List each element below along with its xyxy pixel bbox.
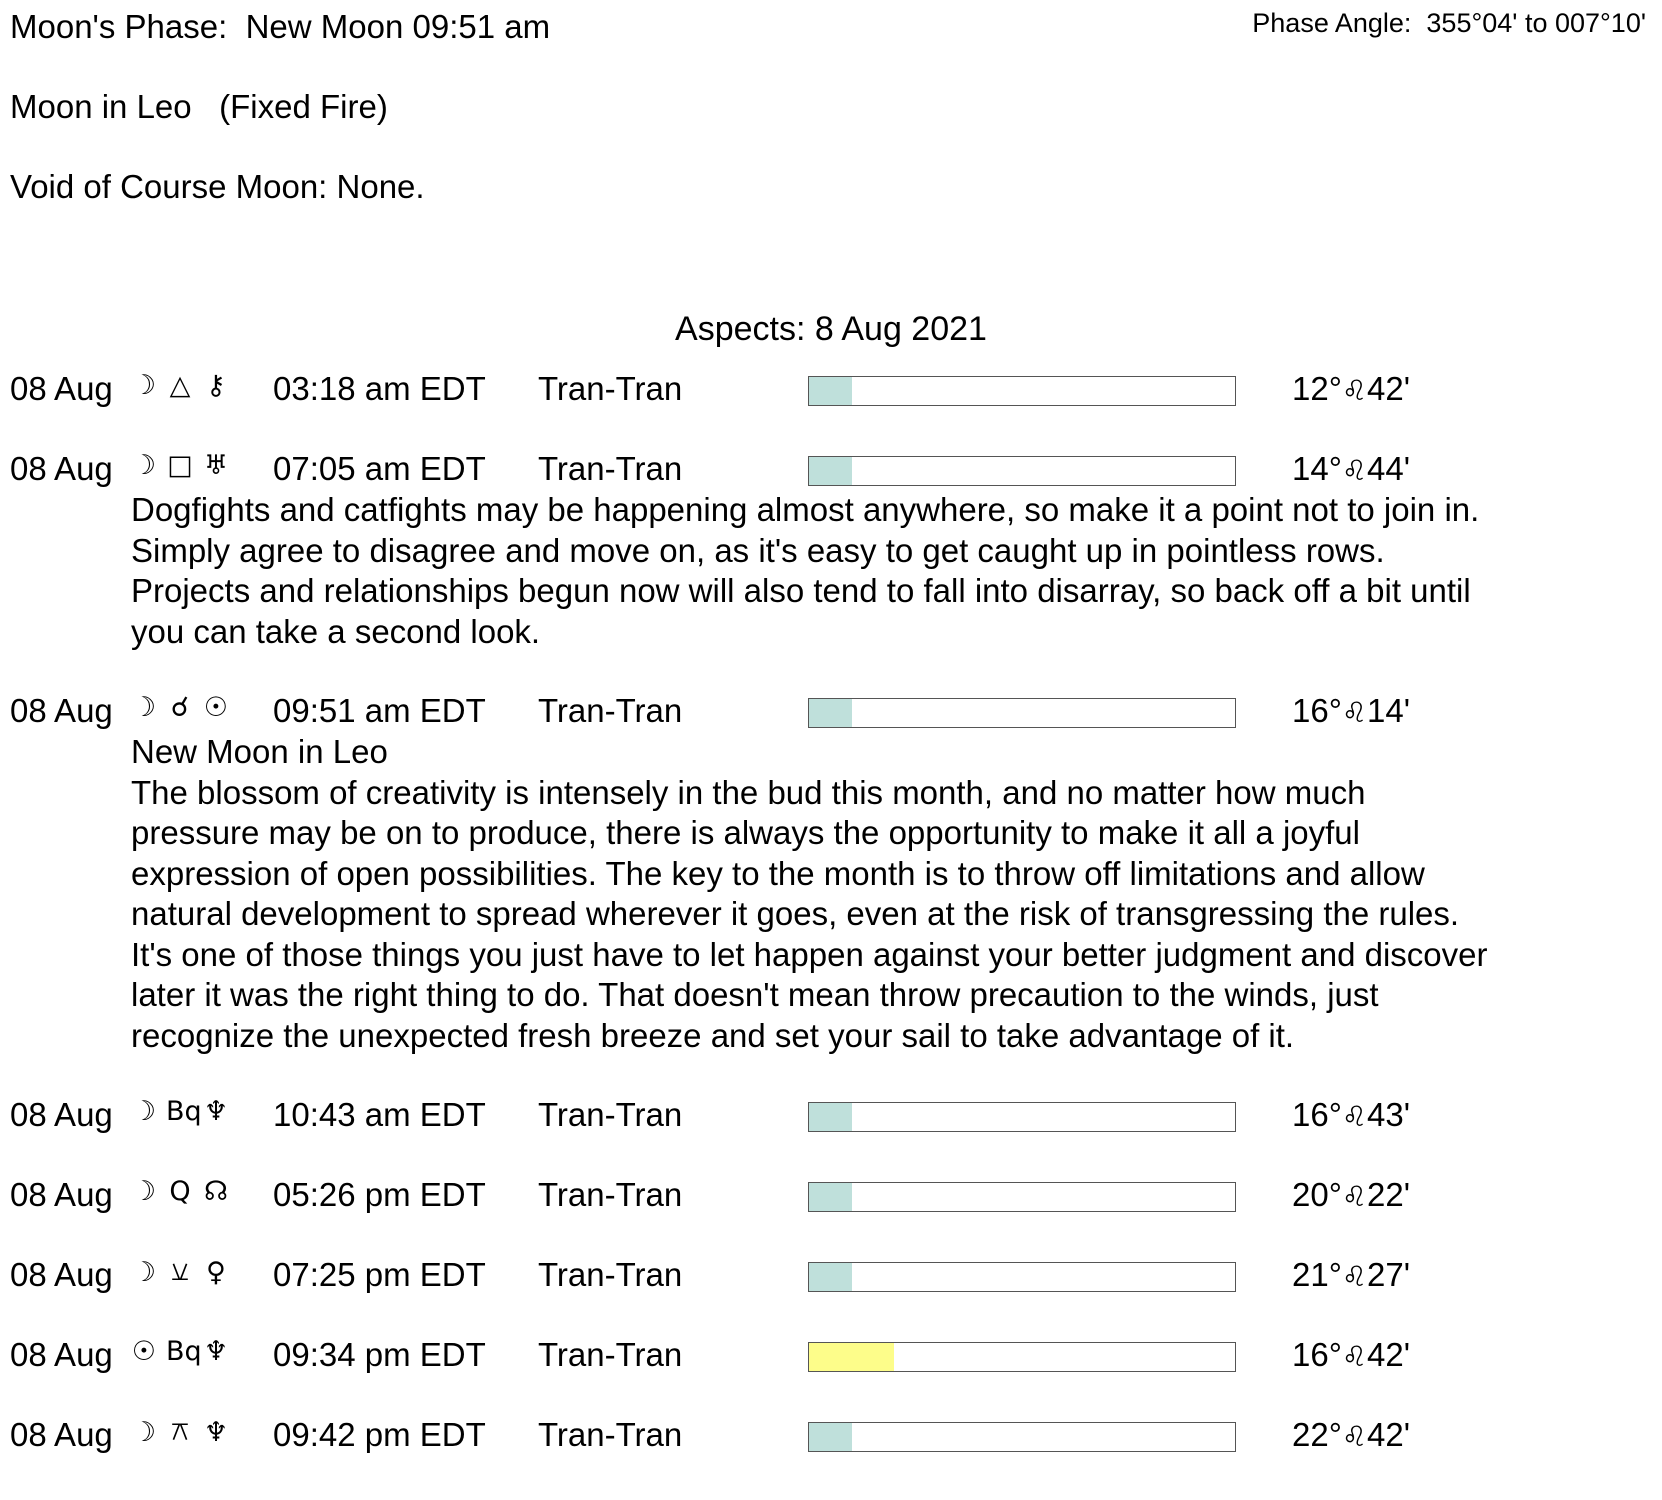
moon-phase: Moon's Phase: New Moon 09:51 am <box>10 8 551 45</box>
interpretation-line: you can take a second look. <box>131 612 541 650</box>
aspect-minute: 22' <box>1367 1176 1411 1213</box>
moon-icon: ☽ <box>131 450 157 481</box>
aspect-strength-bar <box>808 1422 1236 1452</box>
aspect-position <box>1292 370 1410 408</box>
aspect-item <box>0 370 1662 410</box>
semisextile-icon: ⚺ <box>171 1256 189 1287</box>
aspect-strength-bar <box>808 1102 1236 1132</box>
interpretation-line: Projects and relationships begun now will also tend to fall into disarray, so back off a bit until <box>131 572 1471 609</box>
aspect-date: 08 Aug <box>10 370 113 407</box>
aspect-degree: 12° <box>1292 370 1342 407</box>
aspect-item <box>0 1176 1662 1216</box>
aspect-type: Tran-Tran <box>538 450 683 487</box>
aspect-position <box>1292 1336 1410 1374</box>
aspect-degree: 21° <box>1292 1256 1342 1293</box>
aspect-time: 10:43 am EDT <box>273 1096 486 1133</box>
aspect-type: Tran-Tran <box>538 1336 683 1373</box>
aspect-date: 08 Aug <box>10 1256 113 1293</box>
aspect-minute: 14' <box>1367 692 1411 729</box>
aspect-row <box>0 1416 1662 1456</box>
aspect-date: 08 Aug <box>10 1096 113 1133</box>
aspect-row <box>0 450 1662 490</box>
neptune-icon: ♆ <box>203 1336 229 1367</box>
aspect-glyphs <box>130 450 258 481</box>
moon-icon: ☽ <box>131 1256 157 1288</box>
quincunx-icon: ⚻ <box>171 1416 189 1447</box>
aspect-row <box>0 370 1662 410</box>
aspect-glyphs <box>130 1096 258 1127</box>
aspect-position <box>1292 692 1410 730</box>
interpretation-line: expression of open possibilities. The key to the month is to throw off limitations and allow <box>131 854 1425 892</box>
aspect-type: Tran-Tran <box>538 1176 683 1213</box>
aspect-item <box>0 1096 1662 1136</box>
aspect-degree: 16° <box>1292 692 1342 729</box>
aspect-date: 08 Aug <box>10 1416 113 1453</box>
aspect-glyphs <box>130 1416 258 1448</box>
aspect-minute: 43' <box>1367 1096 1411 1133</box>
aspect-strength-bar <box>808 698 1236 728</box>
aspect-strength-fill <box>809 377 852 405</box>
trine-icon: △ <box>169 370 191 401</box>
aspects-title: Aspects: 8 Aug 2021 <box>675 310 987 348</box>
aspect-date: 08 Aug <box>10 692 113 729</box>
aspect-strength-fill <box>809 1103 852 1131</box>
aspect-strength-fill <box>809 457 852 485</box>
aspect-strength-bar <box>808 456 1236 486</box>
aspect-time: 03:18 am EDT <box>273 370 486 407</box>
leo-icon: ♌ <box>1341 1420 1368 1453</box>
interpretation-line: Simply agree to disagree and move on, as it's easy to get caught up in pointless rows. <box>131 531 1385 569</box>
north-node-icon: ☊ <box>204 1176 228 1207</box>
aspect-time: 09:51 am EDT <box>273 692 486 729</box>
interpretation-line: Dogfights and catfights may be happening almost anywhere, so make it a point not to join in. <box>131 491 1480 528</box>
aspect-row <box>0 692 1662 732</box>
aspect-date: 08 Aug <box>10 1336 113 1373</box>
aspect-time: 07:05 am EDT <box>273 450 486 487</box>
leo-icon: ♌ <box>1341 1340 1368 1373</box>
aspect-time: 09:42 pm EDT <box>273 1416 486 1453</box>
sun-icon: ☉ <box>131 1336 157 1367</box>
aspect-glyphs <box>130 1256 258 1288</box>
aspect-position <box>1292 1176 1410 1214</box>
aspect-glyphs <box>130 1336 258 1367</box>
interpretation-line: recognize the unexpected fresh breeze and set your sail to take advantage of it. <box>131 1016 1295 1054</box>
aspect-degree: 20° <box>1292 1176 1342 1213</box>
aspect-item <box>0 1256 1662 1296</box>
leo-icon: ♌ <box>1341 1180 1368 1213</box>
aspect-time: 07:25 pm EDT <box>273 1256 486 1293</box>
aspect-position <box>1292 450 1410 488</box>
moon-icon: ☽ <box>131 1176 157 1207</box>
void-of-course-moon: Void of Course Moon: None. <box>10 168 425 205</box>
aspect-glyphs <box>130 1176 258 1207</box>
aspect-position <box>1292 1256 1410 1294</box>
aspect-date: 08 Aug <box>10 450 113 487</box>
neptune-icon: ♆ <box>203 1416 229 1448</box>
aspect-type: Tran-Tran <box>538 370 683 407</box>
aspect-type: Tran-Tran <box>538 692 683 729</box>
moon-icon: ☽ <box>131 370 157 401</box>
leo-icon: ♌ <box>1341 1260 1368 1293</box>
conjunction-icon: ☌ <box>170 692 190 723</box>
aspect-position <box>1292 1096 1410 1134</box>
aspect-strength-bar <box>808 1342 1236 1372</box>
aspect-minute: 42' <box>1367 1416 1411 1453</box>
aspect-item <box>0 1336 1662 1376</box>
aspects-list <box>0 370 1662 1496</box>
aspect-strength-fill <box>809 699 852 727</box>
moon-icon: ☽ <box>131 1416 157 1448</box>
aspect-strength-fill <box>809 1183 852 1211</box>
interpretation-line: It's one of those things you just have to let happen against your better judgment and discover <box>131 935 1488 973</box>
aspect-strength-bar <box>808 1182 1236 1212</box>
aspect-glyphs <box>130 692 258 723</box>
biquintile-icon: Bq <box>166 1336 202 1367</box>
aspect-strength-fill <box>809 1263 852 1291</box>
aspect-degree: 22° <box>1292 1416 1342 1453</box>
sun-icon: ☉ <box>203 692 229 723</box>
aspect-type: Tran-Tran <box>538 1096 683 1133</box>
venus-icon: ♀ <box>206 1256 226 1288</box>
aspect-item <box>0 450 1662 652</box>
aspect-degree: 16° <box>1292 1096 1342 1133</box>
aspect-strength-fill <box>809 1423 852 1451</box>
leo-icon: ♌ <box>1341 1100 1368 1133</box>
chiron-icon: ⚷ <box>206 370 226 401</box>
aspect-row <box>0 1176 1662 1216</box>
interpretation-line: New Moon in Leo <box>131 733 388 770</box>
square-icon: □ <box>167 450 193 481</box>
aspect-type: Tran-Tran <box>538 1256 683 1293</box>
aspect-row <box>0 1336 1662 1376</box>
aspect-type: Tran-Tran <box>538 1416 683 1453</box>
moon-icon: ☽ <box>131 692 157 723</box>
aspect-minute: 44' <box>1367 450 1411 487</box>
quintile-icon: Q <box>169 1176 191 1207</box>
interpretation-line: natural development to spread wherever it goes, even at the risk of transgressing the rules. <box>131 895 1460 932</box>
aspect-minute: 27' <box>1367 1256 1411 1293</box>
phase-angle: Phase Angle: 355°04' to 007°10' <box>1252 8 1646 38</box>
aspect-row <box>0 1096 1662 1136</box>
aspect-time: 09:34 pm EDT <box>273 1336 486 1373</box>
uranus-icon: ♅ <box>203 450 229 481</box>
aspect-minute: 42' <box>1367 1336 1411 1373</box>
aspect-interpretation <box>131 490 1631 652</box>
aspect-strength-bar <box>808 1262 1236 1292</box>
aspect-position <box>1292 1416 1410 1454</box>
aspect-date: 08 Aug <box>10 1176 113 1213</box>
leo-icon: ♌ <box>1341 696 1368 729</box>
interpretation-line: The blossom of creativity is intensely in the bud this month, and no matter how much <box>131 773 1366 811</box>
leo-icon: ♌ <box>1341 454 1368 487</box>
aspect-row <box>0 1256 1662 1296</box>
aspect-interpretation <box>131 732 1631 1056</box>
aspect-strength-bar <box>808 376 1236 406</box>
aspect-item <box>0 1416 1662 1456</box>
aspect-strength-fill <box>809 1343 894 1371</box>
interpretation-line: pressure may be on to produce, there is always the opportunity to make it all a joyful <box>131 814 1360 851</box>
biquintile-icon: Bq <box>166 1096 202 1127</box>
interpretation-line: later it was the right thing to do. That doesn't mean throw precaution to the winds, just <box>131 976 1379 1013</box>
moon-sign: Moon in Leo (Fixed Fire) <box>10 88 388 125</box>
aspect-time: 05:26 pm EDT <box>273 1176 486 1213</box>
moon-icon: ☽ <box>131 1096 157 1127</box>
aspect-minute: 42' <box>1367 370 1411 407</box>
aspect-item <box>0 692 1662 1056</box>
neptune-icon: ♆ <box>203 1096 229 1127</box>
leo-icon: ♌ <box>1341 374 1368 407</box>
aspect-glyphs <box>130 370 258 401</box>
aspect-degree: 16° <box>1292 1336 1342 1373</box>
aspect-degree: 14° <box>1292 450 1342 487</box>
